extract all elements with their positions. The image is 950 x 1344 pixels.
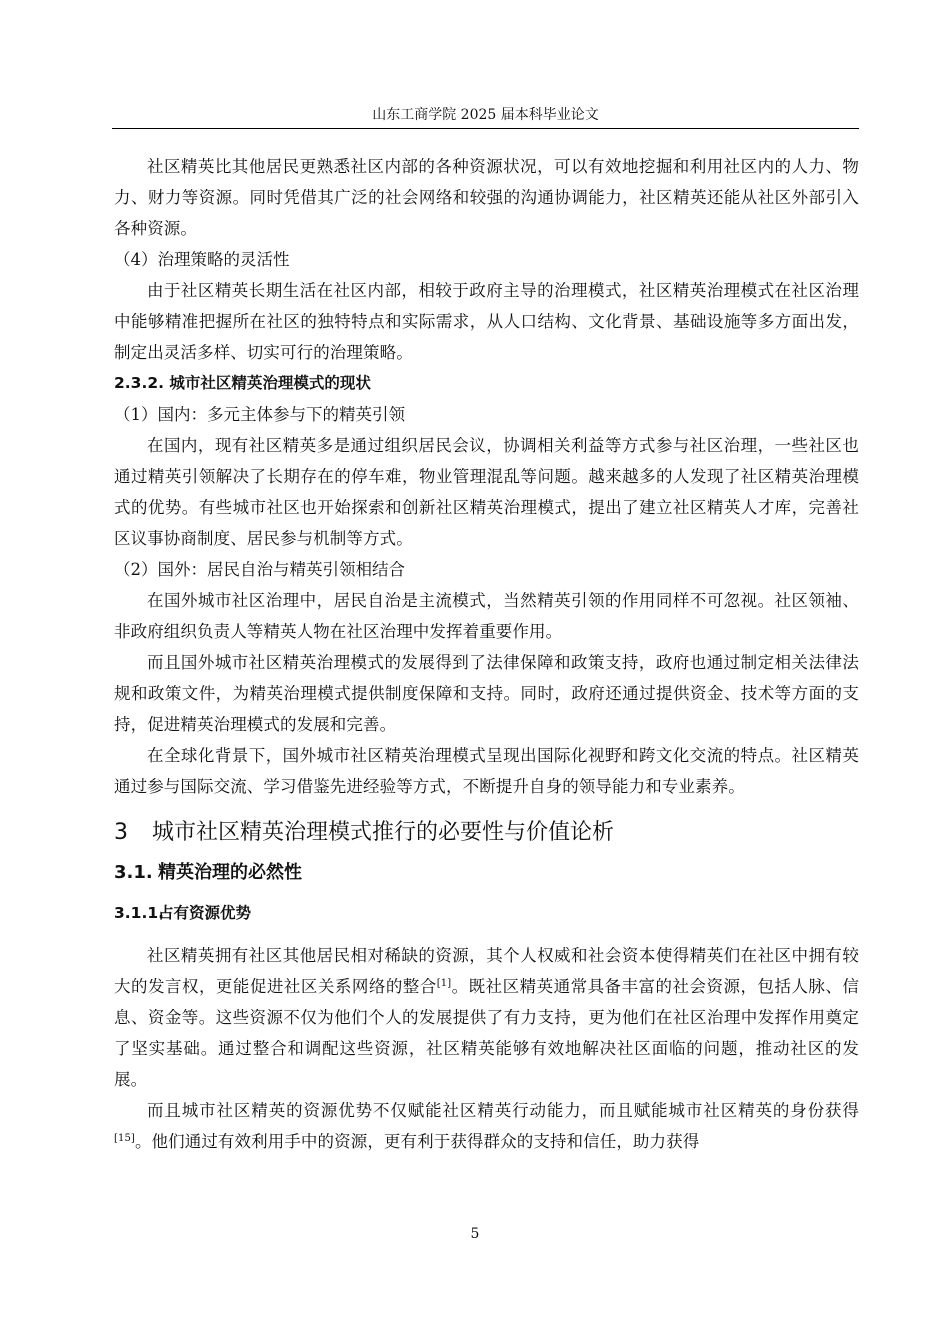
page-body [114,151,859,1157]
list-item-heading: （4）治理策略的灵活性 [114,250,290,269]
paragraph: 社区精英比其他居民更熟悉社区内部的各种资源状况，可以有效地挖掘和利用社区内的人力、物力、财力等资源。同时凭借其广泛的社会网络和较强的沟通协调能力，社区精英还能从社区外部引入各种资源。 [114,157,859,238]
page-header: 山东工商学院 2025 届本科毕业论文 [372,107,599,123]
subsection-title: 占有资源优势 [158,904,252,922]
paragraph [114,1095,859,1157]
list-item-heading: （2）国外：居民自治与精英引领相结合 [114,560,405,579]
paragraph: 在全球化背景下，国外城市社区精英治理模式呈现出国际化视野和跨文化交流的特点。社区精英通过参与国际交流、学习借鉴先进经验等方式，不断提升自身的领导能力和专业素养。 [114,746,859,796]
citation-ref: [15] [114,1133,135,1144]
chapter-number: 3 [114,820,128,845]
section-heading-2-3-2: 2.3.2. 城市社区精英治理模式的现状 [114,374,371,392]
section-number: 3.1. [114,862,153,883]
paragraph: 在国外城市社区治理中，居民自治是主流模式，当然精英引领的作用同样不可忽视。社区领袖、非政府组织负责人等精英人物在社区治理中发挥着重要作用。 [114,591,859,641]
paragraph-text: 社区精英拥有社区其他居民相对稀缺的资源，其个人权威和社会资本使得精英们在社区中拥有较大的发言权，更能促进社区关系网络的整合 [114,946,859,996]
paragraph-text: 而且城市社区精英的资源优势不仅赋能社区精英行动能力，而且赋能城市社区精英的身份获得 [147,1101,859,1120]
paragraph: 而且国外城市社区精英治理模式的发展得到了法律保障和政策支持，政府也通过制定相关法律法规和政策文件，为精英治理模式提供制度保障和支持。同时，政府还通过提供资金、技术等方面的支持，促进精英治理模式的发展和完善。 [114,653,859,734]
chapter-heading [114,818,859,848]
list-item-heading: （1）国内：多元主体参与下的精英引领 [114,405,405,424]
paragraph: 在国内，现有社区精英多是通过组织居民会议，协调相关利益等方式参与社区治理，一些社区也通过精英引领解决了长期存在的停车难，物业管理混乱等问题。越来越多的人发现了社区精英治理模式的优势。有些城市社区也开始探索和创新社区精英治理模式，提出了建立社区精英人才库，完善社区议事协商制度、居民参与机制等方式。 [114,436,859,548]
header-rule [112,128,859,129]
page-number: 5 [470,1226,480,1242]
paragraph-text: 。他们通过有效利用手中的资源，更有利于获得群众的支持和信任，助力获得 [134,1132,700,1151]
section-title: 精英治理的必然性 [158,862,302,883]
subsection-heading [114,898,859,928]
section-heading [114,858,859,888]
paragraph-text: 。既社区精英通常具备丰富的社会资源，包括人脉、信息、资金等。这些资源不仅为他们个人的发展提供了有力支持，更为他们在社区治理中发挥作用奠定了坚实基础。通过整合和调配这些资源，社区精英能够有效地解决社区面临的问题，推动社区的发展。 [114,977,859,1089]
citation-ref: [1] [436,978,452,989]
chapter-title: 城市社区精英治理模式推行的必要性与价值论析 [152,820,615,845]
paragraph: 由于社区精英长期生活在社区内部，相较于政府主导的治理模式，社区精英治理模式在社区治理中能够精准把握所在社区的独特特点和实际需求，从人口结构、文化背景、基础设施等多方面出发，制定出灵活多样、切实可行的治理策略。 [114,281,859,362]
paragraph [114,940,859,1095]
subsection-number: 3.1.1. [114,904,165,922]
